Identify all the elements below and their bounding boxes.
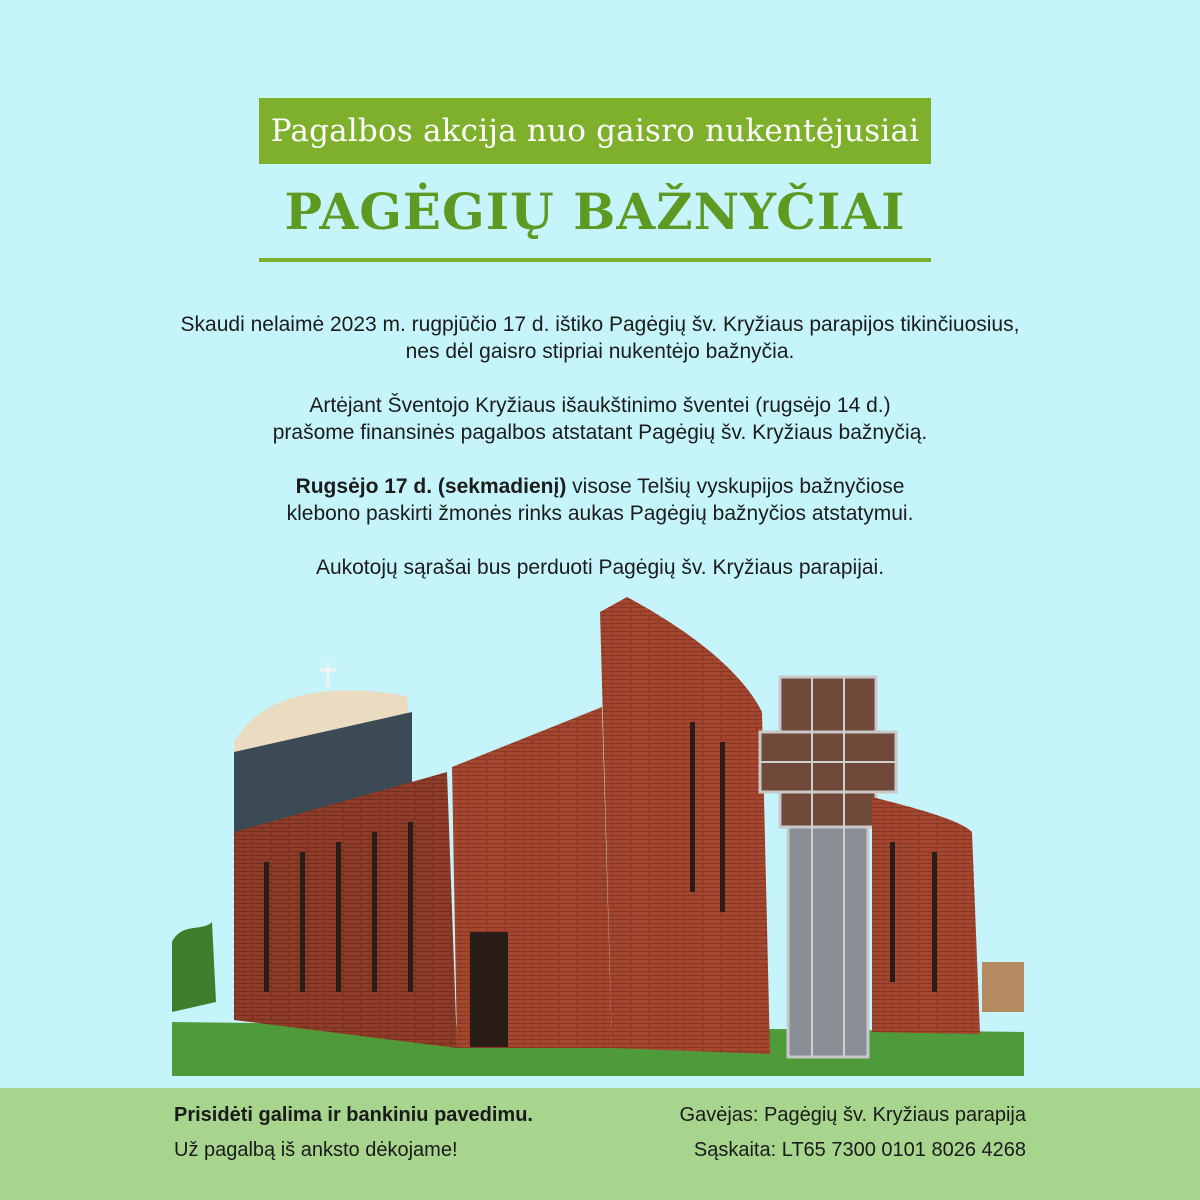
paragraph-3-date: Rugsėjo 17 d. (sekmadienį) [295, 475, 567, 498]
bank-account: Sąskaita: LT65 7300 0101 8026 4268 [693, 1139, 1026, 1161]
tower-wall [600, 597, 770, 1054]
announcement-text [60, 311, 1140, 608]
paragraph-1-line-2: nes dėl gaisro stipriai nukentėjo bažnyčia. [405, 340, 795, 363]
title-underline [259, 258, 931, 262]
side-building [982, 962, 1024, 1012]
thanks-note: Už pagalbą iš anksto dėkojame! [174, 1139, 458, 1161]
church-illustration [172, 592, 1024, 1076]
bank-transfer-bold: Prisidėti galima ir bankiniu pavedimu. [174, 1104, 533, 1126]
church-photo [172, 592, 1024, 1076]
paragraph-3-line-1 [60, 473, 1140, 500]
subtitle-text: Pagalbos akcija nuo gaisro nukentėjusiai [270, 113, 920, 149]
footer-banner [0, 1088, 1200, 1200]
trees [172, 922, 216, 1012]
right-wall [872, 797, 980, 1034]
page-title: PAGĖGIŲ BAŽNYČIAI [284, 182, 906, 241]
paragraph-2-line-1: Artėjant Šventojo Kryžiaus išaukštinimo šventei (rugsėjo 14 d.) [309, 394, 891, 417]
recipient: Gavėjas: Pagėgių šv. Kryžiaus parapija [679, 1104, 1026, 1126]
paragraph-4 [60, 554, 1140, 581]
paragraph-2-line-2: prašome finansinės pagalbos atstatant Pagėgių šv. Kryžiaus bažnyčią. [272, 421, 928, 444]
paragraph-1-line-1: Skaudi nelaimė 2023 m. rugpjūčio 17 d. ištiko Pagėgių šv. Kryžiaus parapijos tikinčiuosius, [180, 313, 1020, 336]
subtitle-banner [259, 98, 931, 164]
roof-cross [320, 662, 336, 687]
bank-transfer-note [174, 1104, 533, 1127]
paragraph-2 [60, 392, 1140, 446]
paragraph-3-line-2: klebono paskirti žmonės rinks aukas Pagėgių bažnyčios atstatymui. [286, 502, 914, 525]
door [470, 932, 508, 1047]
paragraph-1 [60, 311, 1140, 365]
paragraph-3 [60, 473, 1140, 527]
paragraph-4-line-1: Aukotojų sąrašai bus perduoti Pagėgių šv. Kryžiaus parapijai. [315, 556, 885, 579]
paragraph-3-rest: visose Telšių vyskupijos bažnyčiose [566, 475, 905, 498]
